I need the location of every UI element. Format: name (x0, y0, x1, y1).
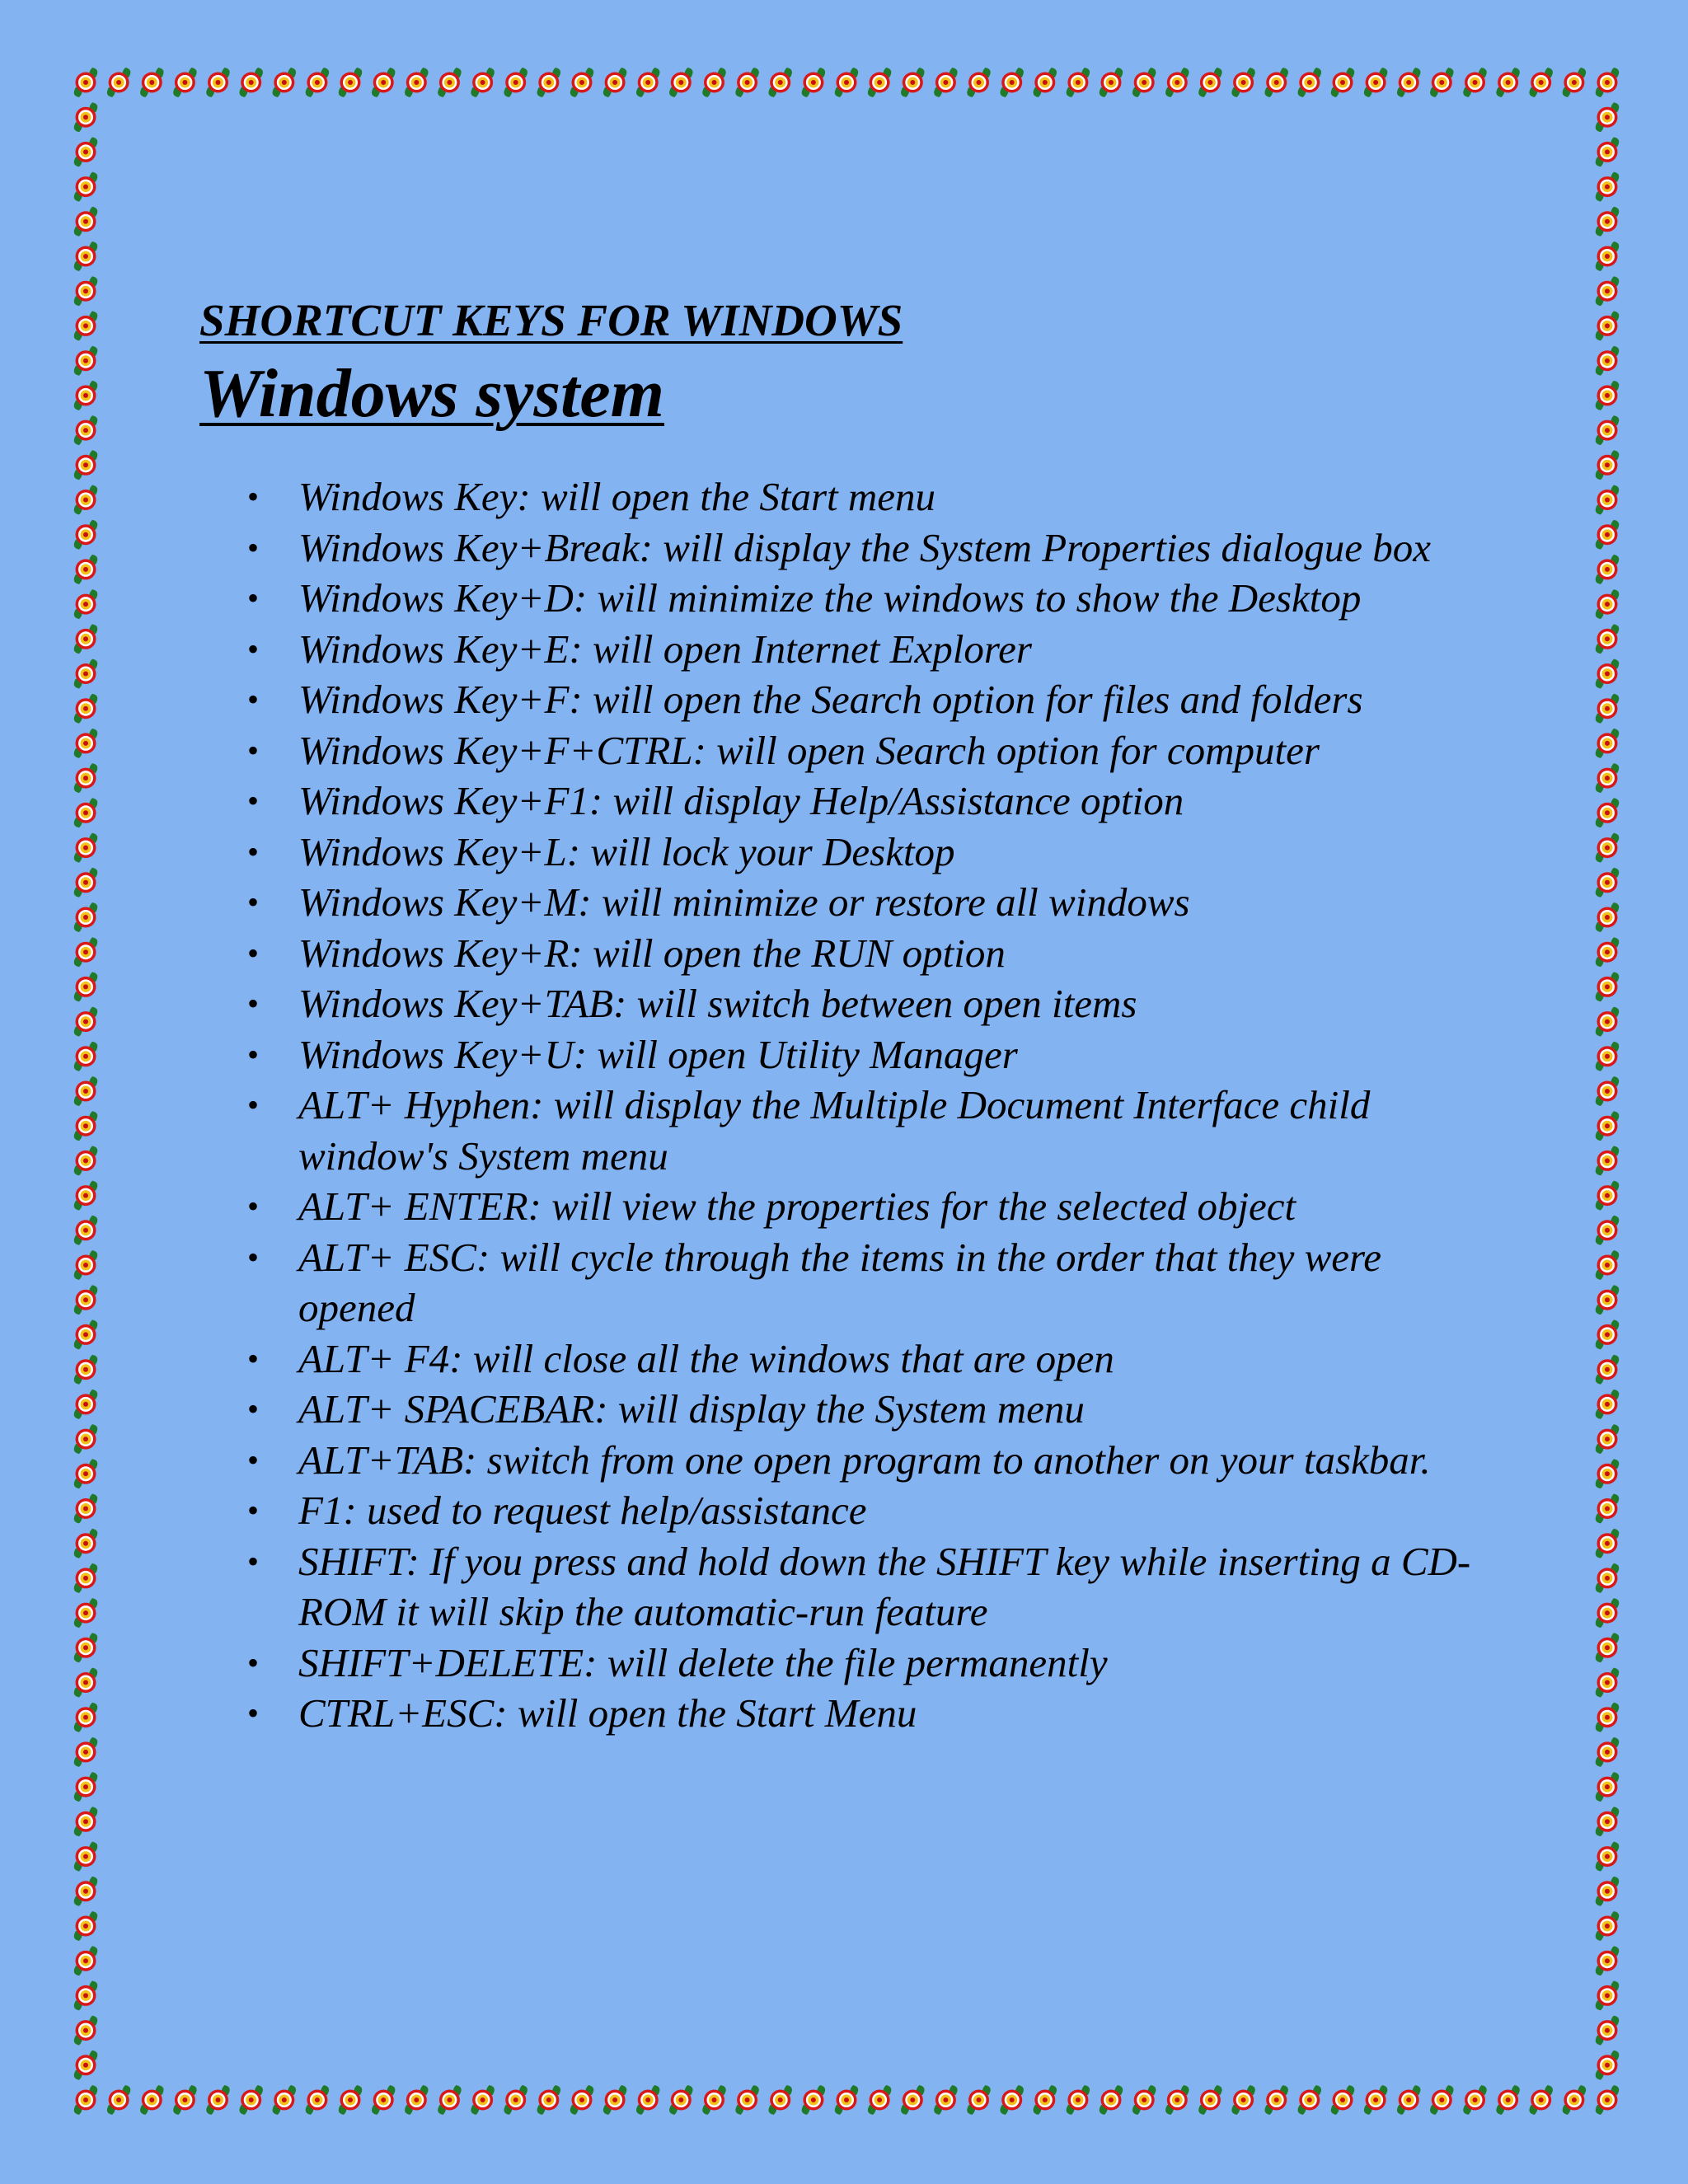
list-item-text: Windows Key+F: will open the Search option for files and folders (298, 677, 1363, 722)
bullet-icon: • (247, 1086, 260, 1123)
list-item-text: Windows Key+L: will lock your Desktop (298, 828, 955, 874)
list-item-text: ALT+ ESC: will cycle through the items in the order that they were opened (298, 1234, 1382, 1330)
bullet-icon: • (247, 1188, 260, 1225)
list-item (247, 776, 1500, 827)
list-item (247, 1485, 1500, 1536)
list-item (247, 1384, 1500, 1435)
list-item-text: Windows Key+U: will open Utility Manager (298, 1031, 1018, 1077)
bullet-icon: • (247, 528, 260, 566)
bullet-icon: • (247, 1390, 260, 1427)
document-title: Windows system (199, 355, 664, 432)
list-item-text: F1: used to request help/assistance (298, 1488, 867, 1533)
bullet-icon: • (247, 1643, 260, 1681)
bullet-icon: • (247, 1441, 260, 1479)
list-item (247, 1080, 1500, 1181)
list-item (247, 523, 1500, 574)
bullet-icon: • (247, 630, 260, 668)
list-item-text: SHIFT+DELETE: will delete the file permanently (298, 1639, 1108, 1685)
list-item (247, 1638, 1500, 1689)
list-item (247, 827, 1500, 878)
bullet-icon: • (247, 579, 260, 616)
list-item-text: Windows Key: will open the Start menu (298, 474, 936, 519)
bullet-icon: • (247, 731, 260, 769)
bullet-icon: • (247, 883, 260, 921)
list-item-text: ALT+TAB: switch from one open program to another on your taskbar. (298, 1436, 1431, 1483)
list-item-text: Windows Key+R: will open the RUN option (298, 930, 1006, 976)
list-item-text: Windows Key+E: will open Internet Explorer (298, 626, 1032, 672)
list-item (247, 1435, 1500, 1486)
list-item (247, 1536, 1500, 1638)
list-item-text: Windows Key+F+CTRL: will open Search option for computer (298, 727, 1320, 773)
list-item (247, 624, 1500, 675)
list-item-text: ALT+ F4: will close all the windows that are open (298, 1335, 1114, 1381)
document-subtitle: SHORTCUT KEYS FOR WINDOWS (199, 295, 903, 345)
bullet-icon: • (247, 478, 260, 515)
list-item (247, 1029, 1500, 1080)
list-item (247, 471, 1500, 523)
bullet-icon: • (247, 782, 260, 819)
shortcut-list (247, 471, 1500, 1739)
bullet-icon: • (247, 1035, 260, 1073)
list-item-text: Windows Key+F1: will display Help/Assistance option (298, 778, 1184, 823)
bullet-icon: • (247, 1694, 260, 1732)
list-item (247, 1232, 1500, 1333)
list-item-text: ALT+ Hyphen: will display the Multiple Document Interface child window's System menu (298, 1082, 1371, 1179)
list-item (247, 1333, 1500, 1385)
bullet-icon: • (247, 1542, 260, 1580)
list-item (247, 928, 1500, 979)
list-item-text: SHIFT: If you press and hold down the SHIFT key while inserting a CD-ROM it will skip the automatic-run feature (298, 1538, 1471, 1634)
list-item (247, 978, 1500, 1029)
list-item (247, 725, 1500, 776)
list-item (247, 573, 1500, 624)
bullet-icon: • (247, 1339, 260, 1377)
list-item-text: ALT+ SPACEBAR: will display the System menu (298, 1386, 1085, 1432)
list-item-text: Windows Key+D: will minimize the windows to show the Desktop (298, 575, 1362, 621)
list-item-text: ALT+ ENTER: will view the properties for the selected object (298, 1183, 1296, 1229)
bullet-icon: • (247, 985, 260, 1022)
bullet-icon: • (247, 1492, 260, 1529)
list-item (247, 674, 1500, 725)
list-item-text: Windows Key+M: will minimize or restore all windows (298, 879, 1190, 925)
list-item (247, 1181, 1500, 1232)
list-item-text: Windows Key+Break: will display the System Properties dialogue box (298, 524, 1431, 570)
bullet-icon: • (247, 934, 260, 972)
list-item (247, 1688, 1500, 1739)
bullet-icon: • (247, 1238, 260, 1276)
list-item-text: Windows Key+TAB: will switch between open items (298, 981, 1137, 1026)
list-item-text: CTRL+ESC: will open the Start Menu (298, 1690, 917, 1736)
bullet-icon: • (247, 681, 260, 718)
bullet-icon: • (247, 832, 260, 870)
list-item (247, 877, 1500, 928)
